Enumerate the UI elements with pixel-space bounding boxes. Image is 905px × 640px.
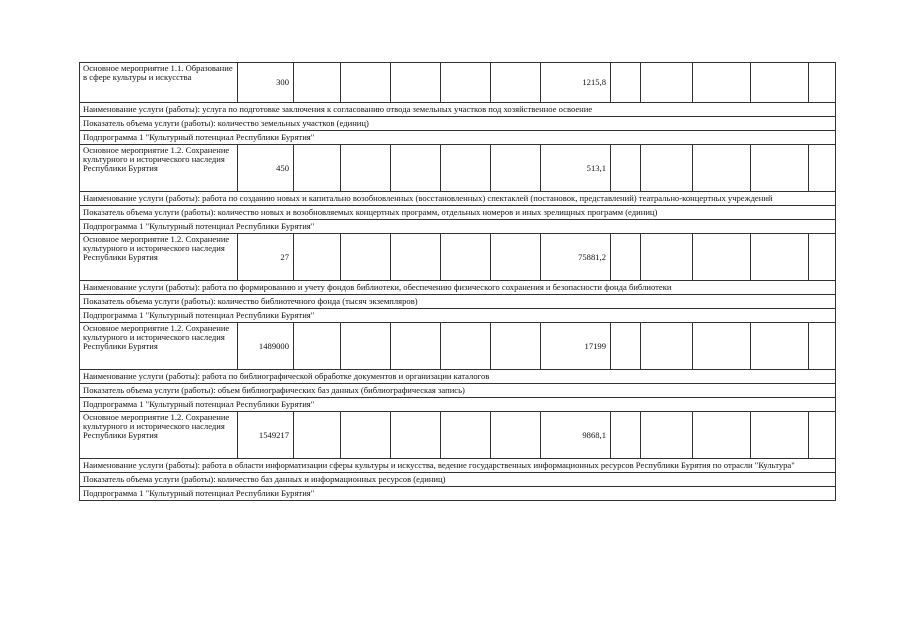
empty-cell [693,145,751,192]
empty-cell [391,234,441,281]
finance-cell: 1215,8 [541,63,611,103]
event-row [80,412,836,459]
row-text: Подпрограмма 1 "Культурный потенциал Республики Бурятия" [80,220,836,234]
empty-cell [491,412,541,459]
row-text: Показатель объема услуги (работы): количество библиотечного фонда (тысяч экземпляров) [80,295,836,309]
empty-cell [441,323,491,370]
empty-cell [491,63,541,103]
row-text: Наименование услуги (работы): работа по созданию новых и капитально возобновленных (восстановленных) спектаклей (постановок, представлений) театрально-концертных учреждений [80,192,836,206]
row-text: Подпрограмма 1 "Культурный потенциал Республики Бурятия" [80,487,836,501]
empty-cell [441,145,491,192]
text-row [80,281,836,295]
empty-cell [491,323,541,370]
text-row [80,117,836,131]
event-row [80,234,836,281]
empty-cell [809,323,836,370]
row-text: Подпрограмма 1 "Культурный потенциал Республики Бурятия" [80,131,836,145]
row-text: Подпрограмма 1 "Культурный потенциал Республики Бурятия" [80,398,836,412]
event-row [80,63,836,103]
text-row [80,398,836,412]
row-text: Показатель объема услуги (работы): количество земельных участков (единиц) [80,117,836,131]
empty-cell [693,323,751,370]
empty-cell [341,234,391,281]
text-row [80,220,836,234]
text-row [80,473,836,487]
empty-cell [441,412,491,459]
empty-cell [809,412,836,459]
volume-cell: 1489000 [238,323,294,370]
empty-cell [294,145,341,192]
empty-cell [294,234,341,281]
empty-cell [391,323,441,370]
row-text: Показатель объема услуги (работы): объем библиографических баз данных (библиографическая запись) [80,384,836,398]
row-text: Наименование услуги (работы): работа в области информатизации сферы культуры и искусства, ведение государственных информационных ресурсов Республики Бурятия по отрасли "Культура" [80,459,836,473]
text-row [80,459,836,473]
empty-cell [341,145,391,192]
row-text: Наименование услуги (работы): работа по библиографической обработке документов и организации каталогов [80,370,836,384]
volume-cell: 1549217 [238,412,294,459]
empty-cell [611,63,641,103]
row-text: Наименование услуги (работы): услуга по подготовке заключения к согласованию отвода земельных участков под хозяйственное освоение [80,103,836,117]
text-row [80,192,836,206]
text-row [80,206,836,220]
empty-cell [751,412,809,459]
event-name-cell: Основное мероприятие 1.2. Сохранение культурного и исторического наследия Республики Бурятия [80,145,238,192]
row-text: Наименование услуги (работы): работа по формированию и учету фондов библиотеки, обеспечению физического сохранения и безопасности фонда библиотеки [80,281,836,295]
finance-cell: 17199 [541,323,611,370]
empty-cell [693,412,751,459]
event-name-cell: Основное мероприятие 1.2. Сохранение культурного и исторического наследия Республики Бурятия [80,234,238,281]
empty-cell [294,412,341,459]
empty-cell [611,323,641,370]
row-text: Показатель объема услуги (работы): количество новых и возобновляемых концертных программ, отдельных номеров и иных зрелищных программ (единиц) [80,206,836,220]
empty-cell [641,63,693,103]
finance-cell: 75881,2 [541,234,611,281]
text-row [80,295,836,309]
empty-cell [611,145,641,192]
text-row [80,103,836,117]
empty-cell [611,412,641,459]
volume-cell: 300 [238,63,294,103]
volume-cell: 450 [238,145,294,192]
empty-cell [391,412,441,459]
empty-cell [809,234,836,281]
text-row [80,309,836,323]
event-name-cell: Основное мероприятие 1.1. Образование в сфере культуры и искусства [80,63,238,103]
row-text: Подпрограмма 1 "Культурный потенциал Республики Бурятия" [80,309,836,323]
empty-cell [341,412,391,459]
event-row [80,145,836,192]
empty-cell [391,63,441,103]
event-name-cell: Основное мероприятие 1.2. Сохранение культурного и исторического наследия Республики Бурятия [80,412,238,459]
empty-cell [491,234,541,281]
event-row [80,323,836,370]
empty-cell [341,63,391,103]
empty-cell [391,145,441,192]
empty-cell [341,323,391,370]
text-row [80,370,836,384]
event-name-cell: Основное мероприятие 1.2. Сохранение культурного и исторического наследия Республики Бурятия [80,323,238,370]
text-row [80,487,836,501]
empty-cell [751,234,809,281]
empty-cell [441,234,491,281]
empty-cell [809,63,836,103]
finance-cell: 9868,1 [541,412,611,459]
table-body [80,63,836,501]
empty-cell [294,63,341,103]
empty-cell [641,412,693,459]
empty-cell [809,145,836,192]
empty-cell [641,145,693,192]
service-table [79,62,836,501]
finance-cell: 513,1 [541,145,611,192]
row-text: Показатель объема услуги (работы): количество баз данных и информационных ресурсов (единиц) [80,473,836,487]
text-row [80,384,836,398]
empty-cell [641,234,693,281]
empty-cell [491,145,541,192]
empty-cell [641,323,693,370]
empty-cell [693,234,751,281]
empty-cell [611,234,641,281]
text-row [80,131,836,145]
empty-cell [441,63,491,103]
empty-cell [751,323,809,370]
volume-cell: 27 [238,234,294,281]
empty-cell [294,323,341,370]
empty-cell [693,63,751,103]
empty-cell [751,145,809,192]
empty-cell [751,63,809,103]
